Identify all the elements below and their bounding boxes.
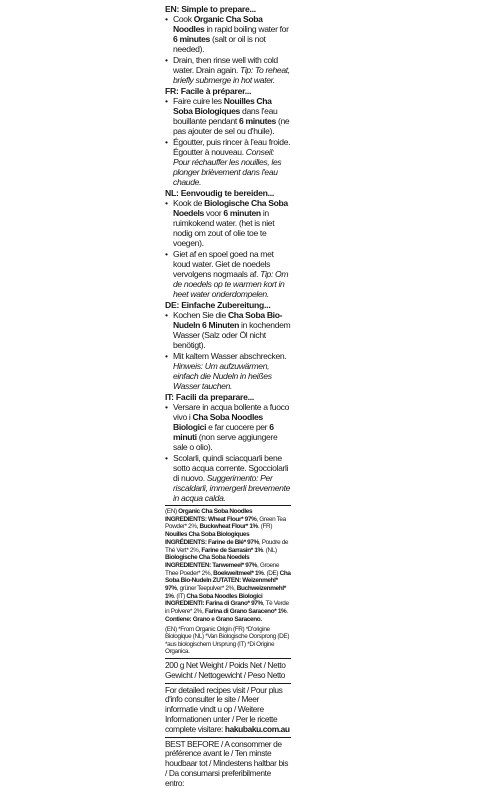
step: • Versare in acqua bollente a fuoco vivo i Cha Soba Noodles Biologici e far cuocere per 6 minuti (non serve aggiungere sale o olio). xyxy=(165,402,291,452)
step: • Égoutter, puis rincer à l'eau froide. Égoutter à nouveau. Conseil: Pour réchauffer les nouilles, les plonger brièvement dans l'eau chaude. xyxy=(165,137,291,187)
step: • Cook Organic Cha Soba Noodles in rapid boiling water for 6 minutes (salt or oil is not needed). xyxy=(165,14,291,54)
best-before: BEST BEFORE / A consommer de préférence avant le / Ten minste houdbaar tot / Mindestens haltbar bis / Da consumarsi preferibilmente entro: xyxy=(165,740,291,788)
section-de xyxy=(165,300,291,391)
section-heading-fr: FR: Facile à préparer... xyxy=(165,86,291,96)
step: • Drain, then rinse well with cold water. Drain again. Tip: To reheat, briefly submerge in hot water. xyxy=(165,55,291,85)
section-heading-de: DE: Einfache Zubereitung... xyxy=(165,300,291,310)
divider xyxy=(165,683,291,684)
packaging-text-panel xyxy=(165,4,291,788)
preparation-sections xyxy=(165,4,291,503)
section-fr xyxy=(165,86,291,187)
step: • Kook de Biologische Cha Soba Noedels voor 6 minuten in ruimkokend water. (het is niet nodig om zout of olie toe te voegen). xyxy=(165,198,291,248)
organic-footnote: (EN) *From Organic Origin (FR) *D'origine Biologique (NL) *Van Biologische Oorsprong (DE) *aus biologischem Ursprung (IT) *Di Origine Organica. xyxy=(165,626,291,656)
net-weight: 200 g Net Weight / Poids Net / Netto Gewicht / Nettogewicht / Peso Netto xyxy=(165,661,291,681)
section-heading-nl: NL: Eenvoudig te bereiden... xyxy=(165,188,291,198)
step: • Mit kaltem Wasser abschrecken. Hinweis: Um aufzuwärmen, einfach die Nudeln in heißes Wasser tauchen. xyxy=(165,351,291,391)
section-nl xyxy=(165,188,291,299)
section-heading-en: EN: Simple to prepare... xyxy=(165,4,291,14)
step: • Kochen Sie die Cha Soba Bio-Nudeln 6 Minuten in kochendem Wasser (Salz oder Öl nicht benötigt). xyxy=(165,310,291,350)
step: • Faire cuire les Nouilles Cha Soba Biologiques dans l'eau bouillante pendant 6 minutes (ne pas ajouter de sel ou d'huile). xyxy=(165,96,291,136)
divider xyxy=(165,658,291,659)
step: • Giet af en spoel goed na met koud water. Giet de noedels vervolgens nogmaals af. Tip: Om de noedels op te warmen kort in heet water onderdompelen. xyxy=(165,249,291,299)
divider xyxy=(165,505,291,506)
section-en xyxy=(165,4,291,85)
divider xyxy=(165,737,291,738)
section-it xyxy=(165,392,291,503)
step: • Scolarli, quindi sciacquarli bene sotto acqua corrente. Sgocciolarli di nuovo. Suggerimento: Per riscaldarli, immergerli brevemente in acqua calda. xyxy=(165,453,291,503)
recipes-info: For detailed recipes visit / Pour plus d'info consulter le site / Meer informatie vindt u op / Weitere Informationen unter / Per le ricette complete visitare: hakubaku.com.au xyxy=(165,686,291,735)
section-heading-it: IT: Facili da preparare... xyxy=(165,392,291,402)
ingredients-text: (EN) Organic Cha Soba Noodles INGREDIENTS: Wheat Flour* 97%, Green Tea Powder* 2%, Buckwheat Flour* 1%. (FR) Nouilles Cha Soba Biologiques INGRÉDIENTS: Farine de Blé* 97%, Poudre de Thé Vert* 2%, Farine de Sarrasin* 1%. (NL) Biologische Cha Soba Noedels INGREDIENTEN: Tarwemeel* 97%, Groene Thee Poeder* 2%, Boekweitmeel* 1%. (DE) Cha Soba Bio-Nudeln ZUTATEN: Weizenmehl* 97%, grüner Teepulver* 2%, Buchweizenmehl* 1%. (IT) Cha Soba Noodles Biologici INGREDIENTI: Farina di Grano* 97%, Tè Verde in Polvere* 2%, Farina di Grano Saraceno* 1%. Contiene: Grano e Grano Saraceno. xyxy=(165,508,291,624)
